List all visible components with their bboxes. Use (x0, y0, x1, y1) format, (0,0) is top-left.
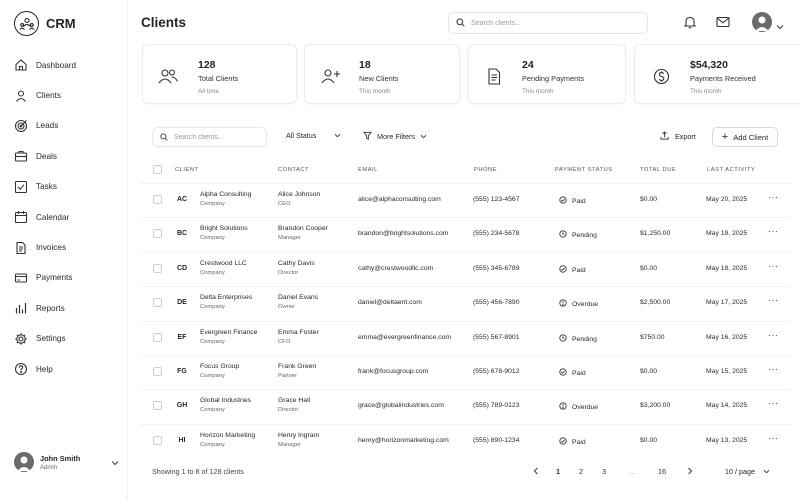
pagination-next[interactable] (683, 467, 697, 477)
sidebar-item-dashboard[interactable] (14, 50, 76, 80)
pagination-summary: Showing 1 to 8 of 128 clients (152, 467, 244, 476)
chevron-down-icon (763, 467, 770, 476)
alert-circle-icon (559, 402, 572, 412)
document-icon (14, 241, 28, 255)
table-search[interactable] (152, 127, 267, 147)
payment-status (559, 334, 597, 344)
home-icon (14, 58, 28, 72)
status-label: Paid (572, 369, 586, 377)
row-actions-button[interactable]: ··· (768, 398, 779, 408)
client-cell (200, 397, 251, 413)
sidebar-item-label: Clients (36, 91, 62, 101)
total-due-cell: $2,500.00 (640, 299, 671, 306)
row-checkbox[interactable] (153, 367, 162, 376)
email-cell[interactable]: brandon@brightsolutions.com (358, 230, 449, 237)
last-activity-cell: May 19, 2025 (706, 230, 748, 237)
total-due-cell: $0.00 (640, 196, 658, 203)
stat-card-total-clients (142, 44, 297, 104)
row-actions-button[interactable]: ··· (768, 330, 779, 340)
last-activity-cell: May 16, 2025 (706, 334, 748, 341)
phone-cell: (555) 890-1234 (473, 437, 520, 444)
contact-name: Alice Johnson (278, 191, 321, 198)
sidebar (0, 0, 128, 500)
bar-chart-icon (14, 301, 28, 315)
search-input[interactable] (174, 134, 259, 141)
sidebar-item-tasks[interactable] (14, 172, 76, 202)
help-icon (14, 362, 28, 376)
email-cell[interactable]: henry@horizonmarketing.com (358, 437, 449, 444)
client-name[interactable]: Focus Group (200, 363, 240, 370)
calendar-icon (14, 210, 28, 224)
total-due-cell: $1,250.00 (640, 230, 671, 237)
total-due-cell: $0.00 (640, 265, 658, 272)
export-button[interactable] (660, 131, 696, 142)
dollar-icon (650, 67, 672, 85)
row-actions-button[interactable]: ··· (768, 192, 779, 202)
email-cell[interactable]: cathy@crestwoodllc.com (358, 265, 434, 272)
client-cell (200, 294, 252, 310)
sidebar-item-label: Tasks (36, 182, 57, 192)
phone-cell: (555) 789-0123 (473, 402, 520, 409)
add-client-button[interactable] (712, 127, 778, 147)
stat-label: Pending Payments (522, 74, 585, 83)
crm-logo-icon (14, 11, 39, 36)
client-name[interactable]: Bright Solutions (200, 225, 248, 232)
status-filter-label: All Status (286, 131, 317, 140)
sidebar-item-payments[interactable] (14, 263, 76, 293)
status-label: Pending (572, 335, 597, 343)
per-page-select[interactable] (725, 467, 770, 476)
pagination-prev[interactable] (529, 467, 543, 477)
client-cell (200, 225, 248, 241)
row-checkbox[interactable] (153, 195, 162, 204)
sidebar-item-help[interactable] (14, 354, 76, 384)
contact-title: CFO (278, 339, 291, 345)
client-type: Company (200, 270, 225, 276)
client-initials: CD (176, 265, 188, 272)
status-label: Paid (572, 438, 586, 446)
alert-circle-icon (559, 299, 572, 309)
contact-cell (278, 432, 319, 448)
search-icon (160, 128, 168, 146)
briefcase-icon (14, 149, 28, 163)
email-cell[interactable]: daniel@deltaent.com (358, 299, 422, 306)
clock-icon (559, 334, 572, 344)
client-initials: FG (177, 368, 187, 375)
check-circle-icon (559, 437, 572, 447)
gear-icon (14, 332, 28, 346)
table-row[interactable] (140, 252, 790, 286)
sidebar-nav (14, 50, 76, 384)
contact-name: Brandon Cooper (278, 225, 328, 232)
more-filters-button[interactable] (363, 131, 427, 142)
column-header-client[interactable]: CLIENT (175, 167, 199, 173)
stat-label: Total Clients (198, 74, 239, 83)
email-cell[interactable]: frank@focusgroup.com (358, 368, 429, 375)
phone-cell: (555) 123-4567 (473, 196, 520, 203)
last-activity-cell: May 14, 2025 (706, 402, 748, 409)
status-label: Overdue (572, 300, 599, 308)
search-input[interactable] (471, 20, 621, 27)
row-checkbox[interactable] (153, 436, 162, 445)
phone-cell: (555) 678-9012 (473, 368, 520, 375)
more-filters-label: More Filters (377, 132, 415, 141)
sidebar-item-label: Deals (36, 151, 57, 161)
email-cell[interactable]: emma@evergreenfinance.com (358, 334, 452, 341)
table-row[interactable] (140, 217, 790, 251)
plus-icon: + (721, 131, 729, 143)
row-actions-button[interactable]: ··· (768, 433, 779, 443)
email-cell[interactable]: grace@globalindustries.com (358, 402, 444, 409)
contact-title: Manager (278, 235, 301, 241)
client-initials: GH (176, 402, 188, 409)
contact-name: Henry Ingram (278, 432, 320, 439)
table-row[interactable] (140, 286, 790, 320)
global-search[interactable] (448, 12, 648, 34)
check-circle-icon (559, 265, 572, 275)
sidebar-item-label: Settings (36, 334, 66, 344)
client-cell (200, 363, 239, 379)
status-label: Paid (572, 266, 586, 274)
chevron-down-icon (420, 132, 427, 141)
pagination-page-3[interactable]: 3 (601, 467, 607, 476)
stat-label: New Clients (359, 74, 399, 83)
pagination-page-16[interactable]: 16 (657, 467, 667, 476)
chevron-down-icon (334, 131, 341, 140)
payment-status (559, 265, 586, 275)
checkbox-icon (14, 180, 28, 194)
sidebar-item-calendar[interactable] (14, 202, 76, 232)
page-title: Clients (141, 15, 187, 30)
check-circle-icon (559, 196, 572, 206)
per-page-label: 10 / page (725, 467, 755, 476)
row-checkbox[interactable] (153, 333, 162, 342)
client-name[interactable]: Delta Enterprises (200, 294, 253, 301)
client-type: Company (200, 373, 225, 379)
contact-name: Daniel Evans (278, 294, 319, 301)
client-type: Company (200, 304, 225, 310)
email-cell[interactable]: alice@alphaconsulting.com (358, 196, 441, 203)
stat-sub: All time (198, 88, 219, 95)
status-label: Paid (572, 197, 586, 205)
contact-cell (278, 294, 318, 310)
phone-cell: (555) 567-8901 (473, 334, 520, 341)
search-icon (456, 14, 465, 32)
sidebar-item-clients[interactable] (14, 80, 76, 110)
contact-cell (278, 397, 310, 413)
payment-status (559, 196, 586, 206)
pagination-page-1[interactable]: 1 (555, 467, 561, 476)
payment-status (559, 402, 598, 412)
stat-card-pending-payments (468, 44, 626, 104)
chevron-down-icon (111, 453, 119, 471)
table-row[interactable] (140, 424, 790, 458)
credit-card-icon (14, 271, 28, 285)
client-initials: AC (176, 196, 188, 203)
table-row[interactable] (140, 183, 790, 217)
stat-value: 128 (198, 59, 216, 71)
total-due-cell: $3,200.00 (640, 402, 671, 409)
client-cell (200, 260, 247, 276)
column-header-total-due[interactable]: TOTAL DUE (640, 167, 677, 173)
contact-name: Grace Hall (278, 397, 311, 404)
user-role: Admin (40, 464, 58, 471)
column-header-last-activity[interactable]: LAST ACTIVITY (707, 167, 756, 173)
client-name[interactable]: Evergreen Finance (200, 329, 258, 336)
stat-label: Payments Received (690, 74, 756, 83)
last-activity-cell: May 18, 2025 (706, 265, 748, 272)
sidebar-item-label: Reports (36, 303, 65, 313)
column-header-contact[interactable]: CONTACT (278, 167, 310, 173)
client-type: Company (200, 339, 225, 345)
contact-title: Owner (278, 304, 296, 310)
client-name[interactable]: Horizon Marketing (200, 432, 256, 439)
brand[interactable] (14, 11, 76, 36)
client-cell (200, 329, 257, 345)
sidebar-item-label: Help (36, 364, 53, 374)
phone-cell: (555) 345-6789 (473, 265, 520, 272)
column-header-payment-status[interactable]: PAYMENT STATUS (555, 167, 613, 173)
sidebar-item-invoices[interactable] (14, 232, 76, 262)
contact-title: Director (278, 407, 299, 413)
user-plus-icon (320, 67, 342, 85)
last-activity-cell: May 13, 2025 (706, 437, 748, 444)
payment-status (559, 299, 598, 309)
user-name: John Smith (40, 453, 81, 463)
status-label: Overdue (572, 403, 599, 411)
status-label: Pending (572, 231, 597, 239)
pagination-page-2[interactable]: 2 (578, 467, 584, 476)
client-cell (200, 191, 251, 207)
check-circle-icon (559, 368, 572, 378)
payment-status (559, 230, 597, 240)
sidebar-item-label: Calendar (36, 212, 70, 222)
sidebar-item-label: Payments (36, 273, 73, 283)
stat-value: $54,320 (690, 59, 728, 71)
clock-icon (559, 230, 572, 240)
sidebar-item-label: Invoices (36, 243, 67, 253)
mail-icon[interactable] (715, 14, 731, 30)
stat-card-new-clients (304, 44, 460, 104)
user-menu[interactable] (14, 452, 119, 472)
client-type: Company (200, 442, 225, 448)
stat-value: 24 (522, 59, 534, 71)
contact-title: Manager (278, 442, 301, 448)
sidebar-item-label: Dashboard (36, 60, 77, 70)
user-icon (14, 89, 28, 103)
row-checkbox[interactable] (153, 264, 162, 273)
contact-title: Director (278, 270, 299, 276)
sidebar-item-label: Leads (36, 121, 59, 131)
total-due-cell: $0.00 (640, 437, 658, 444)
contact-cell (278, 191, 320, 207)
export-label: Export (675, 132, 696, 141)
contact-name: Emma Foster (278, 329, 319, 336)
pagination-ellipsis: ... (628, 467, 636, 476)
sidebar-item-settings[interactable] (14, 324, 76, 354)
client-initials: HI (178, 437, 186, 444)
table-row[interactable] (140, 355, 790, 389)
column-header-phone[interactable]: PHONE (474, 167, 498, 173)
last-activity-cell: May 15, 2025 (706, 368, 748, 375)
export-icon (660, 131, 669, 142)
sidebar-item-reports[interactable] (14, 293, 76, 323)
contact-name: Frank Green (278, 363, 317, 370)
bell-icon[interactable] (682, 14, 698, 30)
client-initials: BC (176, 230, 188, 237)
total-due-cell: $0.00 (640, 368, 658, 375)
client-cell (200, 432, 255, 448)
app-name: CRM (46, 16, 76, 31)
select-all-checkbox[interactable] (153, 165, 162, 174)
chevron-down-icon[interactable] (776, 17, 784, 35)
row-checkbox[interactable] (153, 401, 162, 410)
stat-sub: This month (522, 88, 554, 95)
row-actions-button[interactable]: ··· (768, 364, 779, 374)
client-name[interactable]: Crestwood LLC (200, 260, 247, 267)
payment-status (559, 368, 586, 378)
avatar (14, 452, 34, 472)
profile-avatar[interactable] (752, 12, 772, 32)
target-icon (14, 119, 28, 133)
row-actions-button[interactable]: ··· (768, 295, 779, 305)
contact-cell (278, 329, 319, 345)
client-initials: DE (177, 299, 187, 306)
client-initials: EF (177, 334, 187, 341)
client-type: Company (200, 407, 225, 413)
stat-value: 18 (359, 59, 371, 71)
contact-title: CEO (278, 201, 291, 207)
add-client-label: Add Client (733, 132, 769, 142)
contact-cell (278, 260, 315, 276)
client-name[interactable]: Alpha Consulting (200, 191, 252, 198)
last-activity-cell: May 17, 2025 (706, 299, 748, 306)
stat-sub: This month (690, 88, 722, 95)
table-row[interactable] (140, 321, 790, 355)
payment-status (559, 437, 586, 447)
filter-icon (363, 131, 372, 142)
row-checkbox[interactable] (153, 298, 162, 307)
client-type: Company (200, 235, 225, 241)
contact-cell (278, 225, 328, 241)
row-checkbox[interactable] (153, 229, 162, 238)
row-actions-button[interactable]: ··· (768, 261, 779, 271)
total-due-cell: $750.00 (640, 334, 665, 341)
phone-cell: (555) 234-5678 (473, 230, 520, 237)
users-icon (157, 67, 179, 85)
contact-name: Cathy Davis (278, 260, 315, 267)
sidebar-item-leads[interactable] (14, 111, 76, 141)
client-type: Company (200, 201, 225, 207)
stat-sub: This month (359, 88, 391, 95)
sidebar-item-deals[interactable] (14, 141, 76, 171)
row-actions-button[interactable]: ··· (768, 226, 779, 236)
client-name[interactable]: Global Industries (200, 397, 252, 404)
status-filter-dropdown[interactable] (286, 131, 341, 140)
stat-card-payments-received (634, 44, 800, 104)
column-header-email[interactable]: EMAIL (358, 167, 378, 173)
phone-cell: (555) 456-7890 (473, 299, 520, 306)
table-row[interactable] (140, 389, 790, 423)
document-icon (483, 67, 505, 85)
contact-cell (278, 363, 316, 379)
contact-title: Partner (278, 373, 298, 379)
last-activity-cell: May 20, 2025 (706, 196, 748, 203)
